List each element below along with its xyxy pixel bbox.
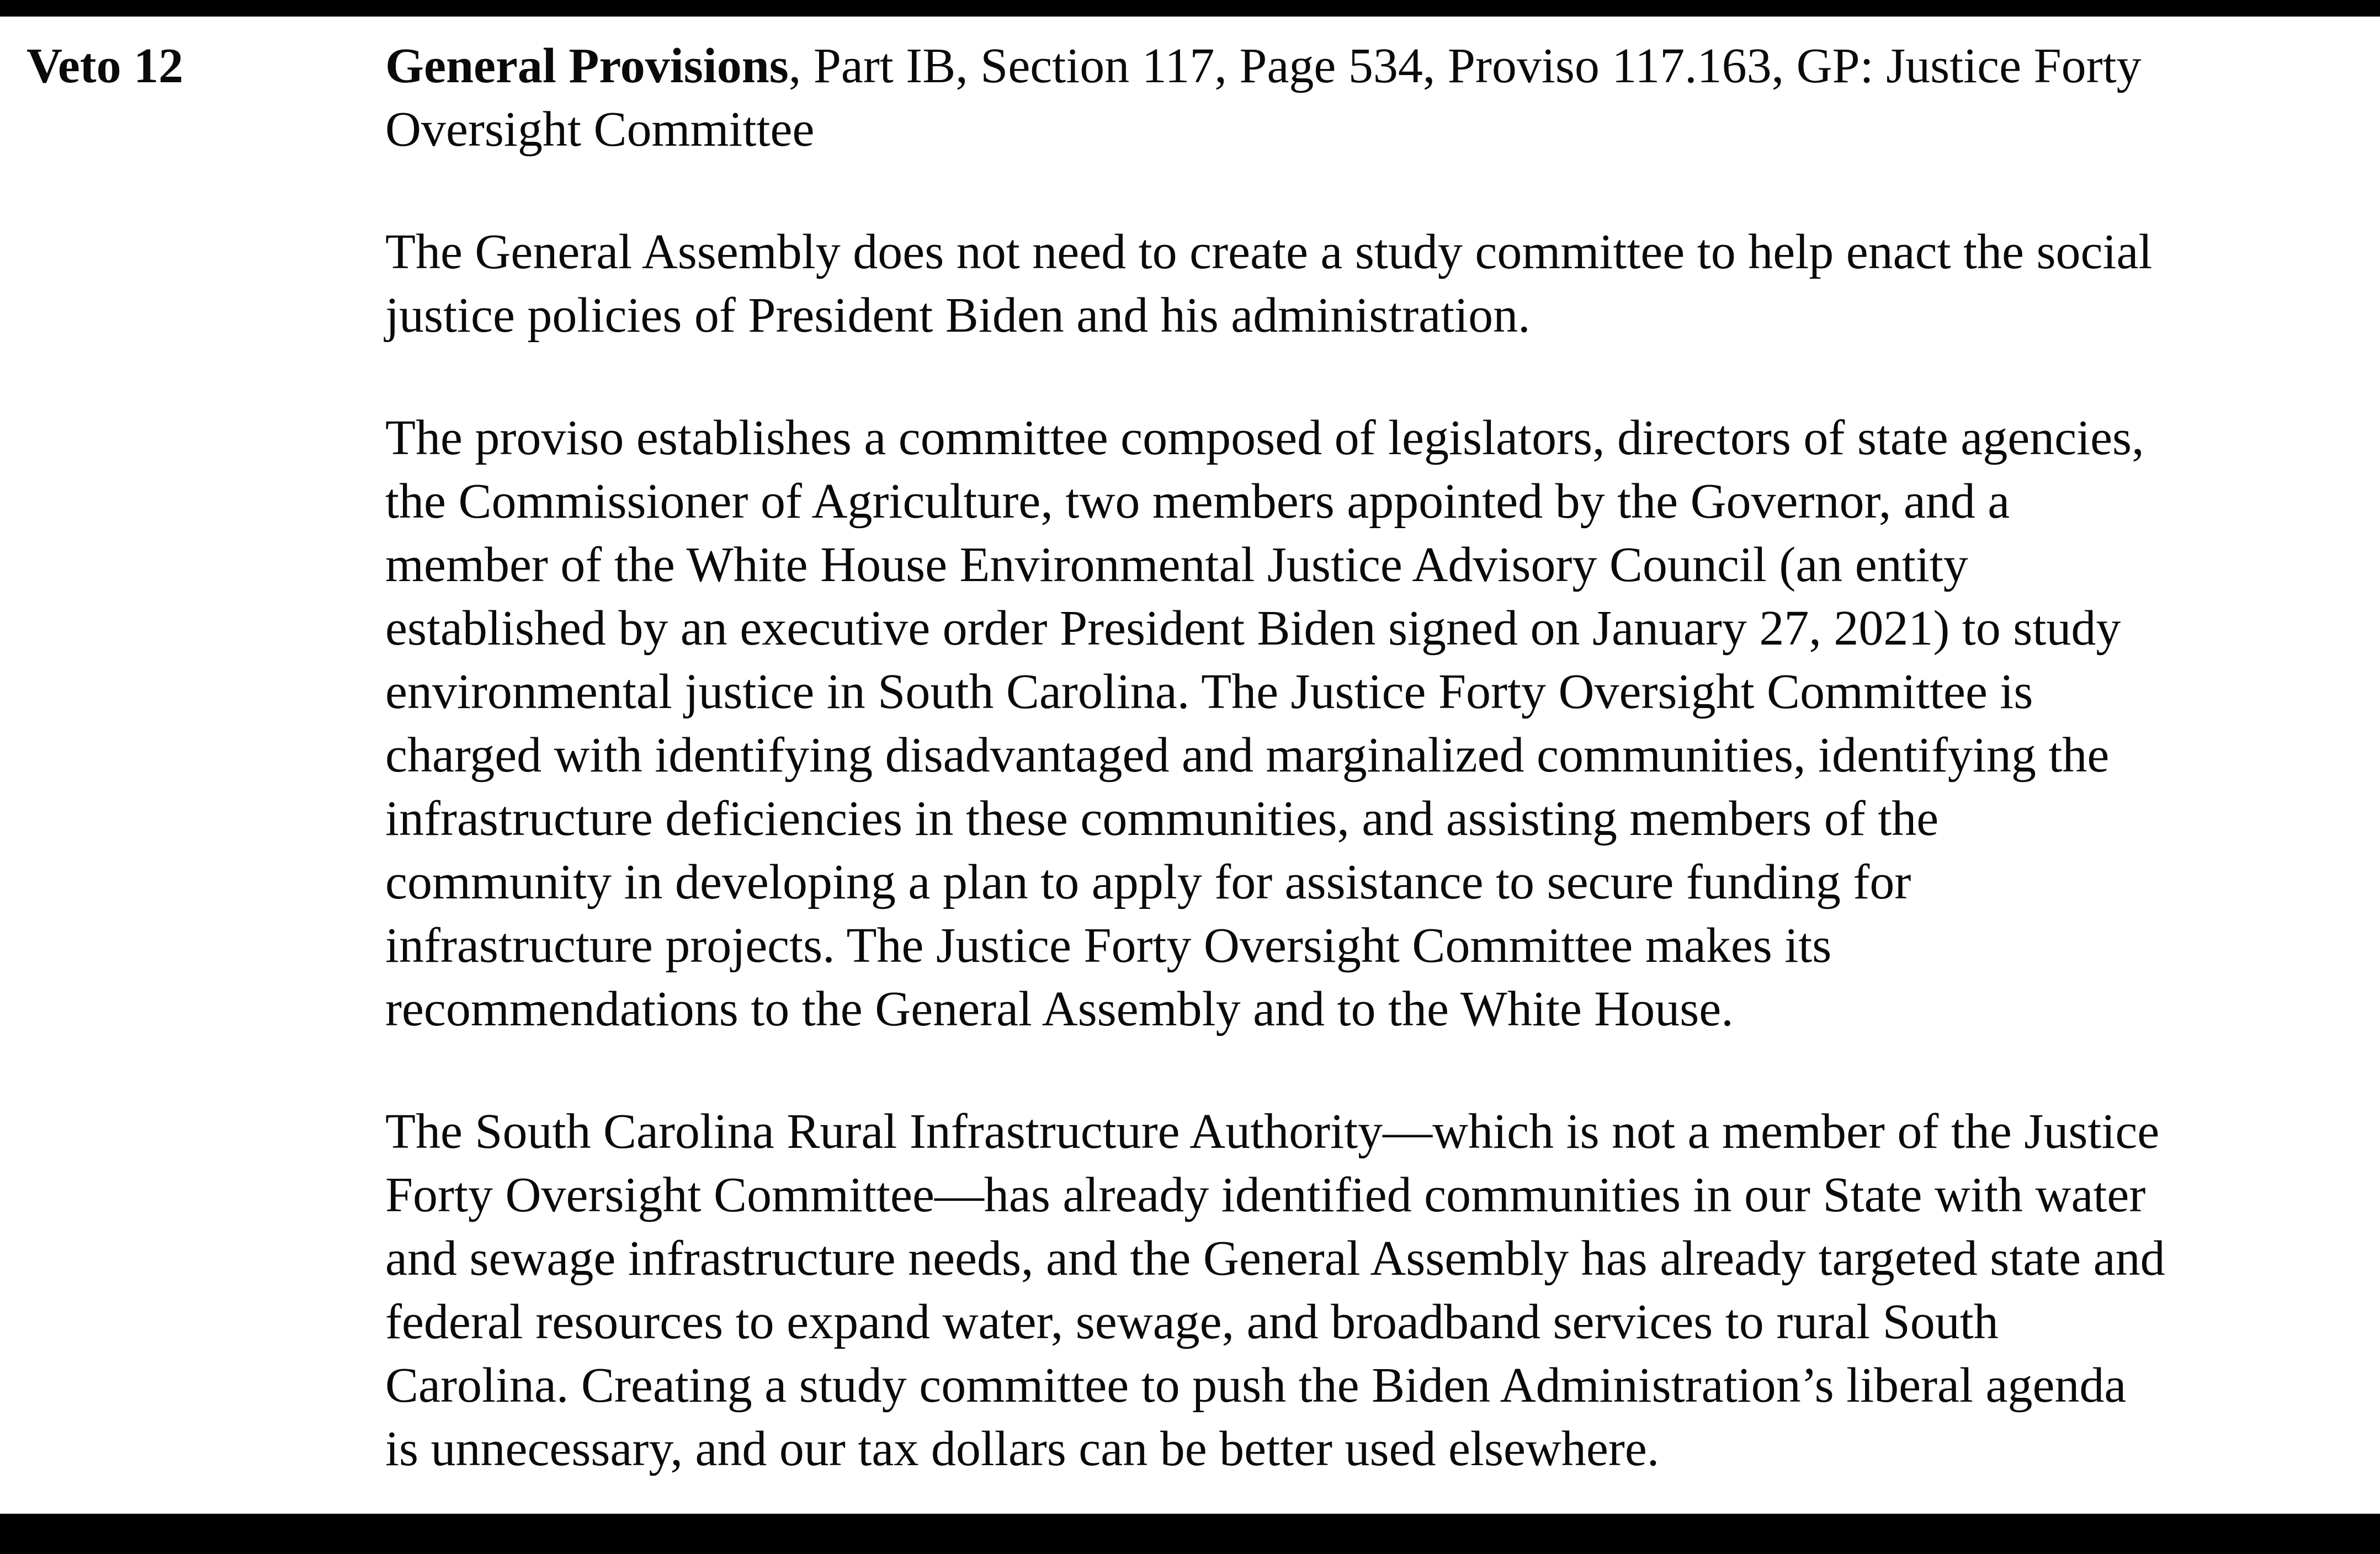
veto-number-label: Veto 12 — [26, 39, 184, 93]
paragraph-line: and sewage infrastructure needs, and the General Assembly has already targeted state and — [385, 1231, 2165, 1286]
paragraph-line: The proviso establishes a committee composed of legislators, directors of state agencies, — [385, 411, 2144, 465]
paragraph-rationale — [385, 1041, 2372, 1481]
paragraph-proviso-description — [385, 347, 2372, 1041]
paragraph-line: community in developing a plan to apply for assistance to secure funding for — [385, 855, 1911, 909]
paragraph-line: member of the White House Environmental Justice Advisory Council (an entity — [385, 537, 1968, 592]
paragraph-summary — [385, 161, 2372, 347]
paragraph-line: justice policies of President Biden and his administration. — [385, 288, 1531, 343]
paragraph-line: recommendations to the General Assembly and to the White House. — [385, 982, 1734, 1036]
document-page — [0, 17, 2380, 1514]
heading-line-1 — [385, 34, 2372, 98]
paragraph-line: established by an executive order President Biden signed on January 27, 2021) to study — [385, 601, 2121, 656]
heading-line-2: Oversight Committee — [385, 102, 815, 157]
paragraph-line: environmental justice in South Carolina. The Justice Forty Oversight Committee is — [385, 664, 2033, 719]
paragraph-line: The South Carolina Rural Infrastructure Authority—which is not a member of the Justice — [385, 1104, 2160, 1159]
paragraph-line: infrastructure deficiencies in these communities, and assisting members of the — [385, 791, 1939, 846]
veto-body — [385, 34, 2372, 1481]
heading-citation: , Part IB, Section 117, Page 534, Proviso 117.163, GP: Justice Forty — [788, 39, 2142, 93]
heading-section-title: General Provisions — [385, 39, 789, 93]
paragraph-line: The General Assembly does not need to create a study committee to help enact the social — [385, 225, 2153, 279]
paragraph-line: Forty Oversight Committee—has already identified communities in our State with water — [385, 1168, 2146, 1222]
paragraph-line: the Commissioner of Agriculture, two members appointed by the Governor, and a — [385, 474, 2010, 529]
veto-heading — [385, 34, 2372, 161]
paragraph-line: federal resources to expand water, sewage, and broadband services to rural South — [385, 1295, 1999, 1349]
paragraph-line: Carolina. Creating a study committee to push the Biden Administration’s liberal agenda — [385, 1358, 2127, 1413]
paragraph-line: charged with identifying disadvantaged and marginalized communities, identifying the — [385, 728, 2110, 783]
paragraph-line: infrastructure projects. The Justice Forty Oversight Committee makes its — [385, 918, 1832, 973]
paragraph-line: is unnecessary, and our tax dollars can be better used elsewhere. — [385, 1422, 1660, 1476]
